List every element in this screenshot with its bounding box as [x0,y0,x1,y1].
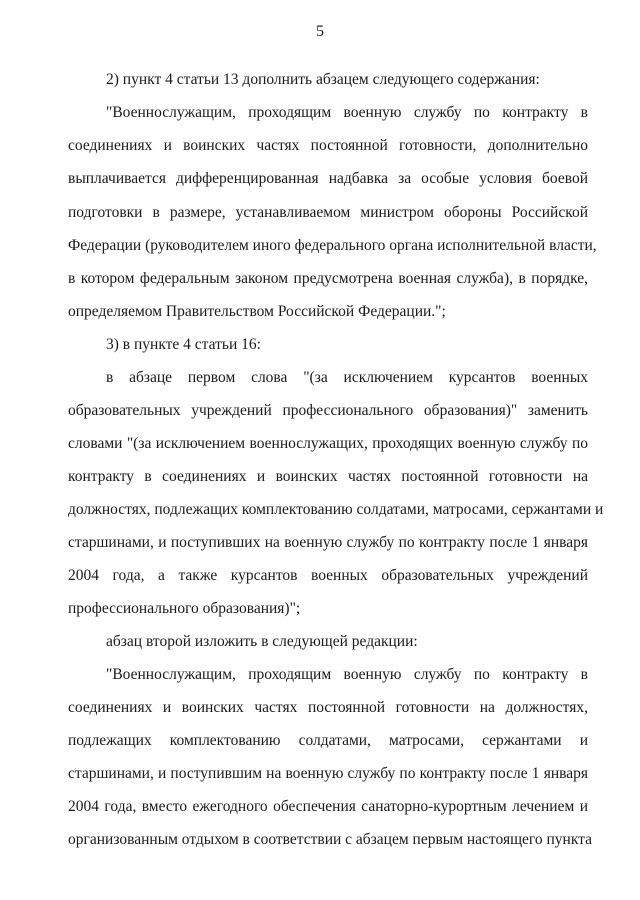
text-line: должностях, подлежащих комплектованию солдатами, матросами, сержантами и [68,501,604,518]
text-line: в котором федеральным законом предусмотрена военная служба), в порядке, [68,270,588,287]
text-line: подготовки в размере, устанавливаемом министром обороны Российской [68,204,588,221]
text-line: организованным отдыхом в соответствии с абзацем первым настоящего пункта [68,831,593,848]
text-line: профессионального образования)"; [68,600,301,617]
page-number: 5 [316,23,324,40]
text-line: абзац второй изложить в следующей редакции: [106,633,418,650]
text-line: в абзаце первом слова "(за исключением курсантов военных [106,369,588,386]
text-line: соединениях и воинских частях постоянной готовности на должностях, [68,699,588,716]
text-line: 2004 года, вместо ежегодного обеспечения санаторно-курортным лечением и [68,798,588,815]
text-line: выплачивается дифференцированная надбавка за особые условия боевой [68,170,588,187]
text-line: словами "(за исключением военнослужащих, проходящих военную службу по [68,435,588,452]
text-line: контракту в соединениях и воинских частях постоянной готовности на [68,468,588,485]
text-line: 2) пункт 4 статьи 13 дополнить абзацем следующего содержания: [106,71,540,88]
text-line: "Военнослужащим, проходящим военную службу по контракту в [106,666,588,683]
text-line: определяемом Правительством Российской Федерации."; [68,303,446,320]
text-line: образовательных учреждений профессионального образования)" заменить [68,402,588,419]
text-line: старшинами, и поступивших на военную службу по контракту после 1 января [68,534,588,551]
text-line: старшинами, и поступившим на военную службу по контракту после 1 января [68,765,588,782]
text-line: подлежащих комплектованию солдатами, матросами, сержантами и [68,732,588,749]
text-line: 3) в пункте 4 статьи 16: [106,336,261,353]
text-line: соединениях и воинских частях постоянной готовности, дополнительно [68,137,588,154]
text-line: "Военнослужащим, проходящим военную службу по контракту в [106,104,588,121]
text-line: 2004 года, а также курсантов военных образовательных учреждений [68,567,588,584]
text-line: Федерации (руководителем иного федерального органа исполнительной власти, [68,237,597,254]
